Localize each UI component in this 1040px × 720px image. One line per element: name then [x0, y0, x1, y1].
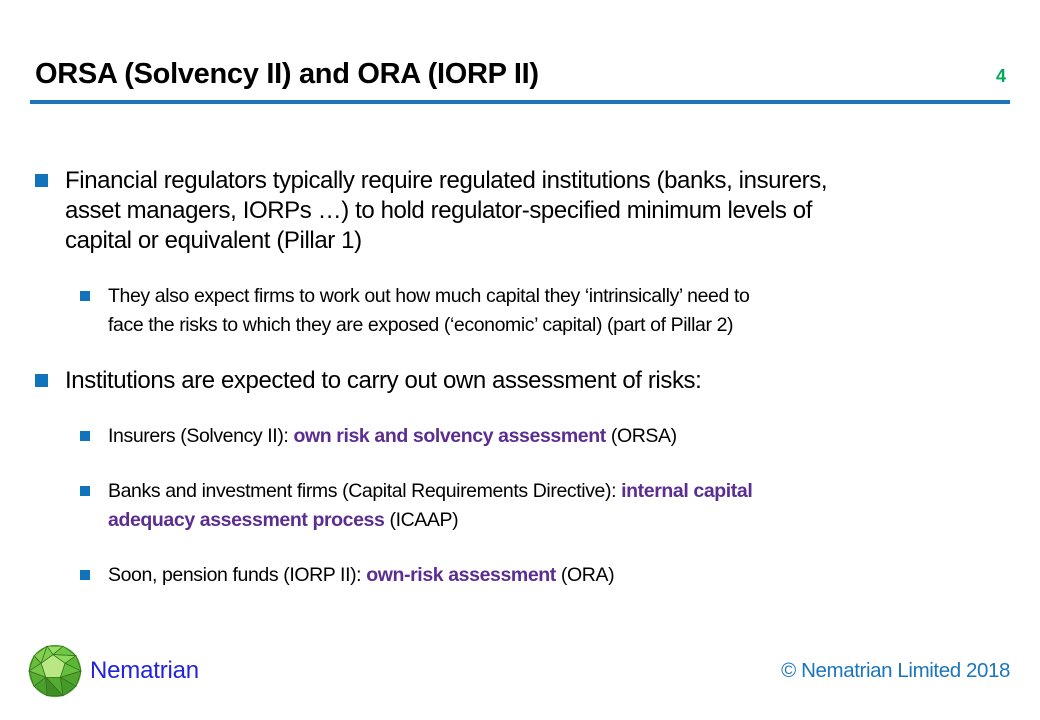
bullet-square-icon — [80, 291, 90, 301]
page-title: ORSA (Solvency II) and ORA (IORP II) — [35, 58, 539, 90]
copyright-text: © Nematrian Limited 2018 — [781, 659, 1010, 682]
page-number: 4 — [995, 66, 1006, 86]
bullet-item — [35, 366, 1012, 396]
bullet-text: Insurers (Solvency II): own risk and solvency assessment (ORSA) — [108, 425, 677, 447]
logo-text: Nematrian — [90, 657, 199, 684]
bullet-list — [35, 160, 1012, 590]
title-divider — [30, 100, 1010, 104]
sub-bullet-item — [35, 282, 1012, 340]
bullet-square-icon — [80, 486, 90, 496]
bullet-square-icon — [80, 431, 90, 441]
bullet-item — [35, 166, 1012, 256]
bullet-text: They also expect firms to work out how much capital they ‘intrinsically’ need to face the risks to which they are exposed (‘economic’ capital) (part of Pillar 2) — [108, 285, 750, 336]
bullet-text: Banks and investment firms (Capital Requirements Directive): internal capital adequacy assessment process (ICAAP) — [108, 480, 753, 531]
bullet-text: Financial regulators typically require regulated institutions (banks, insurers, asset managers, IORPs …) to hold regulator-specified minimum levels of capital or equivalent (Pillar 1) — [65, 167, 828, 254]
bullet-square-icon — [80, 570, 90, 580]
sub-bullet-item — [35, 422, 1012, 451]
bullet-text: Soon, pension funds (IORP II): own-risk assessment (ORA) — [108, 564, 615, 586]
bullet-square-icon — [35, 174, 48, 187]
bullet-square-icon — [35, 374, 48, 387]
nematrian-polyhedron-icon — [26, 642, 84, 700]
bullet-text: Institutions are expected to carry out own assessment of risks: — [65, 367, 702, 394]
sub-bullet-item — [35, 561, 1012, 590]
sub-bullet-item — [35, 477, 1012, 535]
